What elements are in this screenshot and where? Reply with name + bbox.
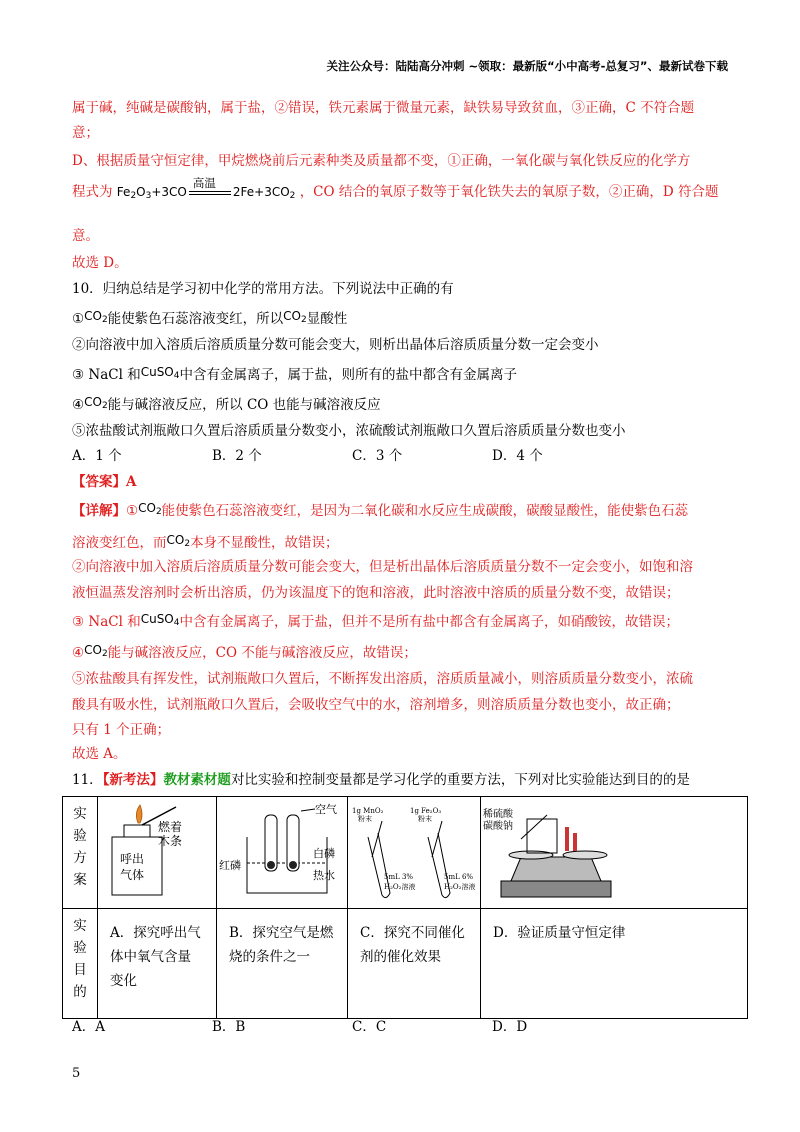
num: ④ bbox=[72, 397, 85, 413]
catalyst-figure bbox=[348, 797, 480, 905]
text: 显酸性 bbox=[306, 311, 348, 327]
statement-2: ②向溶液中加入溶质后溶质质量分数可能会变大，则析出晶体后溶质质量分数一定会变小 bbox=[72, 337, 599, 353]
question-11 bbox=[72, 771, 690, 789]
char: 案 bbox=[73, 872, 87, 888]
text: 对比实验和控制变量都是学习化学的重要方法，下列对比实验能达到目的的是 bbox=[230, 772, 690, 788]
breath-bottle-figure bbox=[98, 797, 216, 905]
reaction-condition: 高温 bbox=[192, 175, 216, 190]
label: 5mL 3% bbox=[384, 873, 414, 881]
char: 实 bbox=[73, 806, 87, 822]
char: 目 bbox=[73, 962, 87, 978]
text-line: 意； bbox=[72, 125, 99, 141]
figure-c-cell bbox=[348, 797, 481, 909]
label: 碳酸钠 bbox=[483, 821, 513, 832]
label: 1g MnO₂ bbox=[352, 807, 384, 815]
statement-1: $①CO_2$能使紫色石蕊溶液变红，所以$CO_2$显酸性 bbox=[72, 309, 348, 327]
option-a: A．A bbox=[72, 1019, 105, 1035]
options-q11 bbox=[72, 1018, 527, 1036]
option-b: B．B bbox=[212, 1019, 246, 1035]
balance-figure bbox=[481, 797, 631, 905]
answer-line bbox=[72, 473, 136, 491]
row-head-plan bbox=[63, 797, 98, 909]
option-d: D．D bbox=[492, 1019, 528, 1035]
statement-5: ⑤浓盐酸试剂瓶敞口久置后溶质质量分数变小，浓硫酸试剂瓶敞口久置后溶质质量分数也变小 bbox=[72, 423, 626, 439]
purpose-d: D．验证质量守恒定律 bbox=[481, 909, 748, 1019]
text-line: 属于碱，纯碱是碳酸钠，属于盐，②错误，铁元素属于微量元素，缺铁易导致贫血，③正确，C 不符合题 bbox=[72, 100, 695, 116]
label: 热水 bbox=[313, 869, 335, 882]
option-b: B．2 个 bbox=[212, 448, 262, 464]
char: 验 bbox=[73, 940, 87, 956]
figure-b-cell bbox=[217, 797, 348, 909]
page-header: 关注公众号：陆陆高分冲刺 ~领取：最新版“小中高考-总复习”、最新试卷下载 bbox=[326, 59, 728, 73]
label: 空气 bbox=[315, 803, 337, 816]
purpose-a: A．探究呼出气体中氧气含量变化 bbox=[98, 909, 217, 1019]
label: 呼出 bbox=[120, 852, 145, 866]
page-number: 5 bbox=[72, 1066, 81, 1081]
detail-8: 酸具有吸水性，试剂瓶敞口久置后，会吸收空气中的水，溶剂增多，则溶质质量分数也变小，故正确； bbox=[72, 697, 680, 713]
label: 燃着 bbox=[158, 820, 183, 834]
detail-5: ③ NaCl 和CuSO$_4$中含有金属离子，属于盐，但并不是所有盐中都含有金属离子，如硝酸铵，故错误； bbox=[72, 612, 679, 630]
char: 方 bbox=[73, 850, 87, 866]
text: 能与碱溶液反应，CO 不能与碱溶液反应，故错误； bbox=[107, 645, 417, 661]
text: 能使紫色石蕊溶液变红，所以 bbox=[107, 311, 284, 327]
text: 本身不显酸性，故错误； bbox=[190, 535, 339, 551]
text-line: 故选 D。 bbox=[72, 255, 128, 271]
label: H₂O₂溶液 bbox=[444, 883, 476, 891]
option-c: C．3 个 bbox=[352, 448, 403, 464]
tag-new: 【新考法】 bbox=[102, 772, 164, 788]
text: 中含有金属离子，属于盐，但并不是所有盐中都含有金属离子，如硝酸铵，故错误； bbox=[179, 614, 679, 630]
option-a: A．1 个 bbox=[72, 448, 122, 464]
equation-line bbox=[72, 175, 719, 205]
chemical-equation: $Fe_2O_3+3CO$ 高温 $2Fe+3CO_2$ bbox=[116, 175, 296, 201]
figure-a-cell bbox=[98, 797, 217, 909]
row-head-purpose bbox=[63, 909, 98, 1019]
text-line: 意。 bbox=[72, 228, 99, 244]
option-d: D．4 个 bbox=[492, 448, 543, 464]
experiment-table bbox=[62, 796, 748, 1019]
label: 红磷 bbox=[219, 859, 241, 872]
detail-9: 只有 1 个正确； bbox=[72, 722, 171, 738]
detail-3: ②向溶液中加入溶质后溶质质量分数可能会变大，但是析出晶体后溶质质量分数不一定会变小，如饱和溶 bbox=[72, 559, 693, 575]
figure-d-cell bbox=[481, 797, 748, 909]
detail-1: 【详解】$①CO_2$能使紫色石蕊溶液变红，是因为二氧化碳和水反应生成碳酸，碳酸显酸性，能使紫色石蕊 bbox=[72, 501, 689, 519]
label: 木条 bbox=[158, 834, 183, 848]
label: 白磷 bbox=[313, 847, 335, 860]
label: 气体 bbox=[120, 868, 145, 882]
phosphorus-figure bbox=[217, 797, 347, 905]
text: ③ NaCl 和 bbox=[72, 367, 141, 383]
label: H₂O₂溶液 bbox=[384, 883, 416, 891]
detail-6: $④CO_2$能与碱溶液反应，CO 不能与碱溶液反应，故错误； bbox=[72, 643, 417, 661]
detail-tag: 【详解】 bbox=[72, 503, 126, 519]
num: 11． bbox=[72, 772, 103, 788]
text: 能与碱溶液反应，所以 CO 也能与碱溶液反应 bbox=[107, 397, 381, 413]
char: 的 bbox=[73, 984, 87, 1000]
num: ④ bbox=[72, 645, 85, 661]
text: 程式为 bbox=[72, 184, 113, 200]
detail-10: 故选 A。 bbox=[72, 746, 127, 762]
num: ① bbox=[126, 503, 139, 519]
char: 实 bbox=[73, 918, 87, 934]
statement-3: ③ NaCl 和CuSO$_4$中含有金属离子，属于盐，则所有的盐中都含有金属离子 bbox=[72, 365, 517, 383]
label: 粉末 bbox=[358, 815, 372, 823]
purpose-c: C．探究不同催化剂的催化效果 bbox=[348, 909, 481, 1019]
num: ① bbox=[72, 311, 85, 327]
text: 能使紫色石蕊溶液变红，是因为二氧化碳和水反应生成碳酸，碳酸显酸性，能使紫色石蕊 bbox=[161, 503, 689, 519]
purpose-b: B．探究空气是燃烧的条件之一 bbox=[217, 909, 348, 1019]
tag-textbook: 教材素材题 bbox=[163, 772, 231, 788]
label: 粉末 bbox=[418, 815, 432, 823]
text: ③ NaCl 和 bbox=[72, 614, 141, 630]
option-c: C．C bbox=[352, 1019, 387, 1035]
text-line: D、根据质量守恒定律，甲烷燃烧前后元素种类及质量都不变，①正确，一氧化碳与氧化铁反应的化学方 bbox=[72, 153, 691, 169]
text: 溶液变红色，而 bbox=[72, 535, 167, 551]
answer-tag: 【答案】 bbox=[72, 474, 126, 490]
detail-7: ⑤浓盐酸具有挥发性，试剂瓶敞口久置后，不断挥发出溶质，溶质质量减小，则溶质质量分数变小，浓硫 bbox=[72, 671, 693, 687]
label: 稀硫酸 bbox=[483, 809, 513, 820]
text: ，CO 结合的氧原子数等于氧化铁失去的氧原子数，②正确，D 符合题 bbox=[299, 184, 719, 200]
question-10: 10．归纳总结是学习初中化学的常用方法。下列说法中正确的有 bbox=[72, 281, 454, 297]
statement-4: $④CO_2$能与碱溶液反应，所以 CO 也能与碱溶液反应 bbox=[72, 395, 381, 413]
detail-4: 液恒温蒸发溶剂时会析出溶质，仍为该温度下的饱和溶液，此时溶液中溶质的质量分数不变，故错误； bbox=[72, 585, 680, 601]
text: 中含有金属离子，属于盐，则所有的盐中都含有金属离子 bbox=[179, 367, 517, 383]
options-q10 bbox=[72, 447, 543, 465]
answer-value: A bbox=[126, 474, 137, 490]
label: 5mL 6% bbox=[444, 873, 474, 881]
detail-2: 溶液变红色，而$CO_2$本身不显酸性，故错误； bbox=[72, 533, 339, 551]
label: 1g Fe₂O₃ bbox=[410, 807, 442, 815]
char: 验 bbox=[73, 828, 87, 844]
